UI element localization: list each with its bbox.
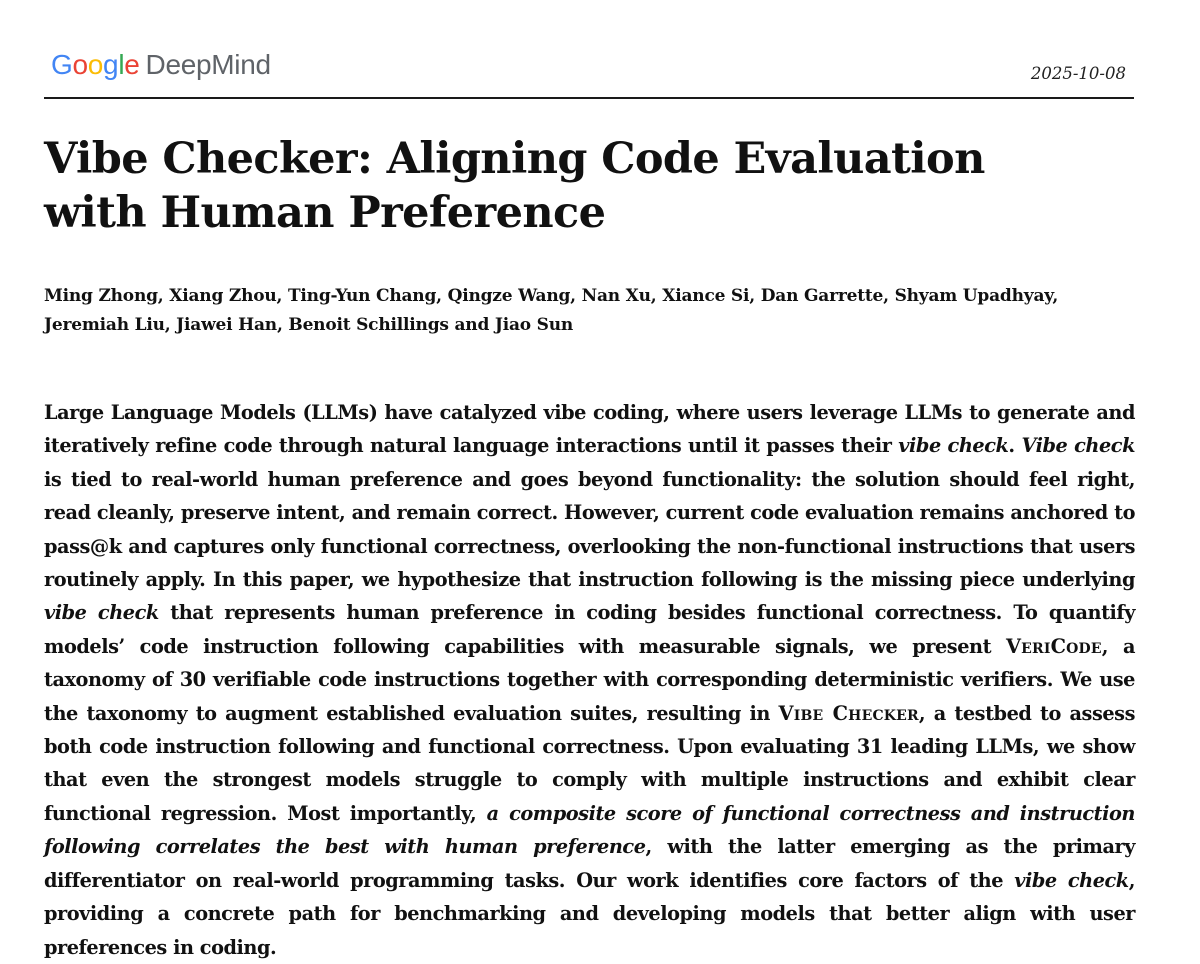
abstract-text: , with the latter emerging as the primary differentiator on real-world programming tasks. Our work identifies core factors of the: [44, 835, 1136, 892]
abstract-name-vibe-checker: Vibe Checker: [778, 701, 919, 725]
abstract-text: .: [1008, 434, 1022, 458]
abstract-emphasis: Vibe check: [1021, 434, 1135, 458]
author-list-line-2: Jeremiah Liu, Jiawei Han, Benoit Schillings and Jiao Sun: [44, 315, 574, 335]
abstract-text: Large Language Models (LLMs) have catalyzed vibe coding, where users leverage LLMs to generate and iteratively refine code through natural language interactions until it passes their: [44, 401, 1135, 458]
paper-title-line-1: Vibe Checker: Aligning Code Evaluation: [44, 134, 985, 184]
publication-date: 2025-10-08: [1030, 64, 1126, 83]
logo-letter-l: l: [118, 49, 125, 80]
logo-letter-o1: o: [72, 49, 88, 80]
abstract: [44, 396, 1135, 964]
abstract-emphasis: vibe check: [1014, 868, 1129, 892]
logo-letter-g2: g: [103, 49, 119, 80]
logo-product-name: DeepMind: [145, 49, 271, 80]
paper-title-line-2: with Human Preference: [44, 188, 606, 238]
google-deepmind-logo: [51, 48, 271, 82]
paper-title: [44, 132, 1144, 240]
logo-letter-e: e: [124, 49, 140, 80]
abstract-text: that represents human preference in coding besides functional correctness. To quantify models’ code instruction following capabilities with measurable signals, we present: [44, 601, 1135, 658]
abstract-name-vericode: VeriCode: [1005, 634, 1102, 658]
logo-letter-g1: G: [51, 49, 73, 80]
author-list: [44, 282, 1144, 340]
abstract-text: is tied to real-world human preference and goes beyond functionality: the solution should feel right, read cleanly, preserve intent, and remain correct. However, current code evaluation remains anchored to pass@k and captures only functional correctness, overlooking the non-functional instructions that users routinely apply. In this paper, we hypothesize that instruction following is the missing piece underlying: [44, 467, 1135, 592]
header-rule: [44, 97, 1134, 99]
abstract-emphasis: a composite score of functional correctness and instruction following correlates the best with human preference: [44, 801, 1135, 859]
logo-letter-o2: o: [87, 49, 104, 80]
author-list-line-1: Ming Zhong, Xiang Zhou, Ting-Yun Chang, Qingze Wang, Nan Xu, Xiance Si, Dan Garrette, Shyam Upadhyay,: [44, 286, 1059, 306]
abstract-emphasis: vibe check: [898, 434, 1009, 458]
abstract-text: , a testbed to assess both code instruction following and functional correctness. Upon evaluating 31 leading LLMs, we show that even the strongest models struggle to comply with multiple instructions and exhibit clear functional regression. Most importantly,: [44, 701, 1135, 825]
abstract-text: , providing a concrete path for benchmarking and developing models that better align with user preferences in coding.: [44, 868, 1135, 959]
abstract-emphasis: vibe check: [44, 601, 159, 625]
abstract-text: , a taxonomy of 30 verifiable code instructions together with corresponding deterministic verifiers. We use the taxonomy to augment established evaluation suites, resulting in: [44, 634, 1136, 725]
